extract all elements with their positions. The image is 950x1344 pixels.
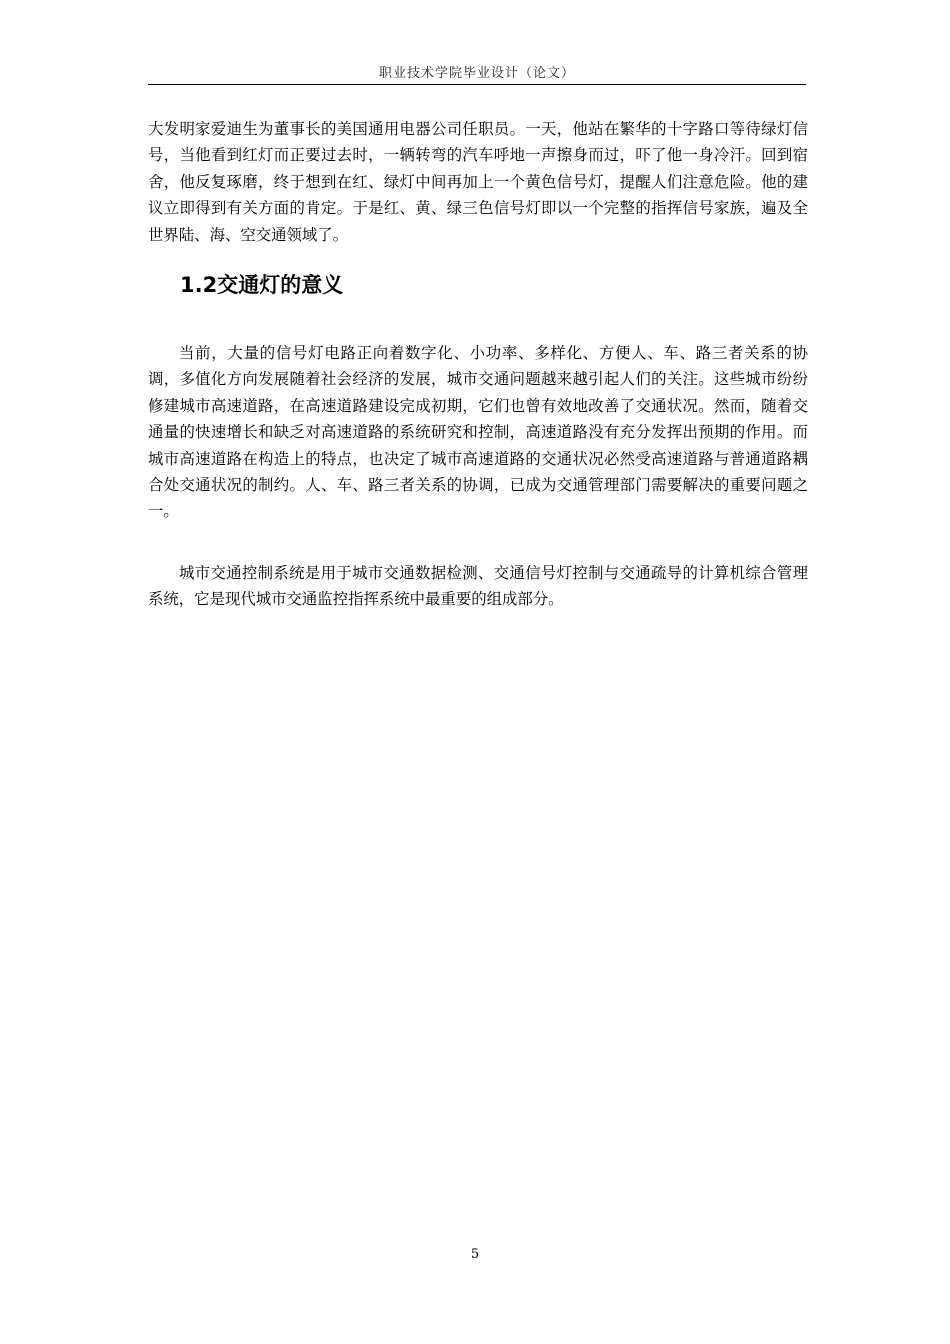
page-header-title: 职业技术学院毕业设计（论文） [378,66,575,81]
section-heading: 1.2交通灯的意义 [180,273,344,297]
header-divider [148,84,806,85]
paragraph-significance: 当前，大量的信号灯电路正向着数字化、小功率、多样化、方便人、车、路三者关系的协调，多值化方向发展随着社会经济的发展，城市交通问题越来越引起人们的关注。这些城市纷纷修建城市高速道路，在高速道路建设完成初期，它们也曾有效地改善了交通状况。然而，随着交通量的快速增长和缺乏对高速道路的系统研究和控制，高速道路没有充分发挥出预期的作用。而城市高速道路在构造上的特点，也决定了城市高速道路的交通状况必然受高速道路与普通道路耦合处交通状况的制约。人、车、路三者关系的协调，已成为交通管理部门需要解决的重要问题之一。 [148,344,808,521]
paragraph-intro-continued: 大发明家爱迪生为董事长的美国通用电器公司任职员。一天，他站在繁华的十字路口等待绿灯信号，当他看到红灯而正要过去时，一辆转弯的汽车呼地一声擦身而过，吓了他一身冷汗。回到宿舍，他反复琢磨，终于想到在红、绿灯中间再加上一个黄色信号灯，提醒人们注意危险。他的建议立即得到有关方面的肯定。于是红、黄、绿三色信号灯即以一个完整的指挥信号家族，遍及全世界陆、海、空交通领域了。 [148,120,808,244]
paragraph-control-system: 城市交通控制系统是用于城市交通数据检测、交通信号灯控制与交通疏导的计算机综合管理系统，它是现代城市交通监控指挥系统中最重要的组成部分。 [148,564,808,609]
page-number: 5 [470,1247,480,1262]
